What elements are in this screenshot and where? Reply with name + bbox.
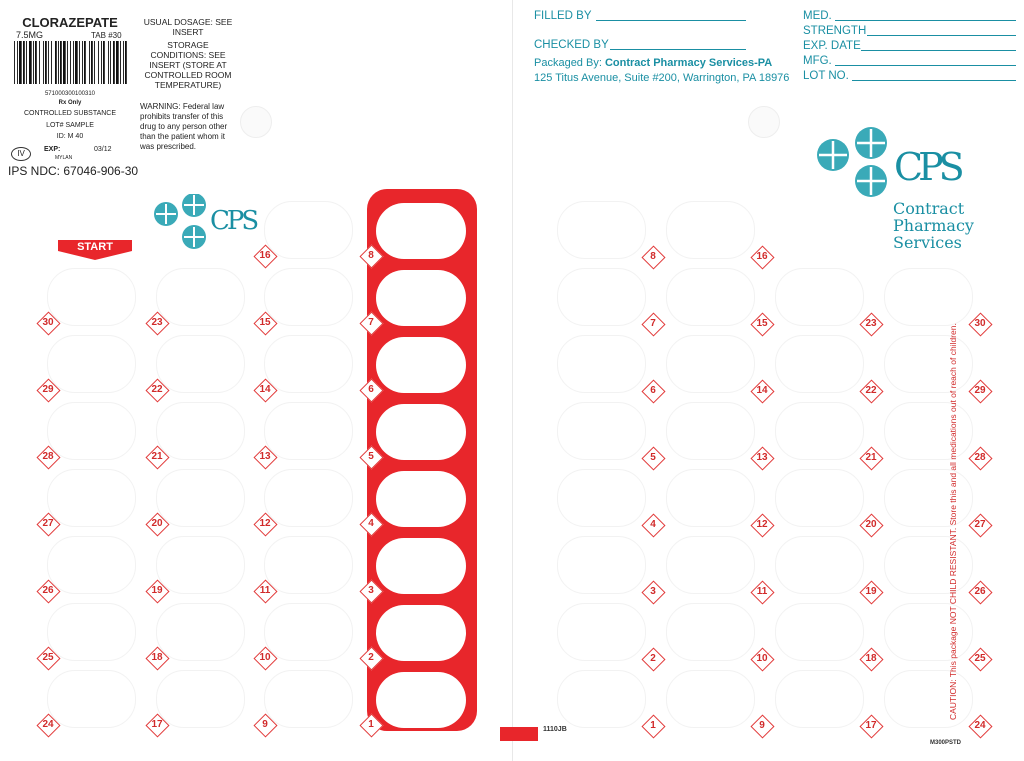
day-number: 15	[259, 317, 271, 328]
company-name-line1: Contract	[893, 199, 965, 218]
cavity-opening	[376, 203, 466, 259]
day-number: 27	[974, 519, 986, 530]
day-number: 12	[259, 518, 271, 529]
day-number: 10	[756, 653, 768, 664]
pill-cavity[interactable]	[666, 469, 755, 527]
pill-cavity[interactable]	[47, 670, 136, 728]
day-number-badge	[969, 313, 991, 335]
day-number: 18	[865, 653, 877, 664]
day-number-badge	[360, 245, 382, 267]
day-number-badge	[146, 580, 168, 602]
packaged-by-name: Contract Pharmacy Services-PA	[604, 57, 773, 69]
day-number: 26	[974, 586, 986, 597]
pill-cavity[interactable]	[557, 536, 646, 594]
day-number: 24	[974, 720, 986, 731]
storage-conditions: STORAGE CONDITIONS: SEE INSERT (STORE AT CONTROLLED ROOM TEMPERATURE)	[144, 40, 232, 90]
pill-cavity[interactable]	[47, 335, 136, 393]
day-number-badge	[37, 580, 59, 602]
day-number: 16	[259, 250, 271, 261]
med-field-label: MED.	[803, 10, 832, 22]
caution-text: CAUTION: This package NOT CHILD RESISTANT. Store this and all medications out of reach of children.	[948, 323, 958, 720]
day-number-badge	[751, 514, 773, 536]
pill-cavity[interactable]	[666, 536, 755, 594]
day-number: 27	[42, 518, 54, 529]
checked-by-label: CHECKED BY	[534, 39, 609, 51]
day-number: 22	[865, 385, 877, 396]
day-number: 23	[865, 318, 877, 329]
day-number: 2	[368, 652, 374, 663]
cps-logo-large-text: CPS	[894, 145, 960, 189]
rx-only: Rx Only	[58, 100, 82, 106]
pill-cavity[interactable]	[264, 335, 353, 393]
day-number: 21	[865, 452, 877, 463]
day-number: 6	[650, 385, 656, 396]
pill-cavity[interactable]	[156, 268, 245, 326]
packager-address: 125 Titus Avenue, Suite #200, Warrington, PA 18976	[534, 72, 790, 84]
day-number: 25	[42, 652, 54, 663]
day-number: 9	[262, 719, 268, 730]
pill-cavity[interactable]	[775, 402, 864, 460]
day-number-badge	[146, 714, 168, 736]
day-number-badge	[751, 246, 773, 268]
pill-cavity[interactable]	[666, 603, 755, 661]
pill-cavity[interactable]	[557, 603, 646, 661]
pill-cavity[interactable]	[156, 603, 245, 661]
day-number-badge	[642, 514, 664, 536]
pill-id: ID: M 40	[56, 133, 84, 140]
day-number: 20	[865, 519, 877, 530]
pill-cavity[interactable]	[264, 268, 353, 326]
day-number: 4	[368, 518, 374, 529]
day-number: 1	[650, 720, 656, 731]
day-number-badge	[969, 447, 991, 469]
prescription-label	[3, 12, 139, 178]
pill-cavity[interactable]	[156, 335, 245, 393]
pill-cavity[interactable]	[47, 603, 136, 661]
day-number: 30	[42, 317, 54, 328]
day-number-badge	[751, 715, 773, 737]
cavity-opening	[376, 672, 466, 728]
day-number-badge	[969, 380, 991, 402]
pill-cavity[interactable]	[884, 536, 973, 594]
usual-dosage: USUAL DOSAGE: SEE INSERT	[143, 17, 233, 37]
day-number-badge	[860, 648, 882, 670]
day-number: 21	[151, 451, 163, 462]
day-number: 19	[865, 586, 877, 597]
pill-cavity[interactable]	[557, 268, 646, 326]
day-number-badge	[360, 714, 382, 736]
manufacturer: MYLAN	[55, 155, 73, 161]
day-number: 25	[974, 653, 986, 664]
packaged-by-prefix: Packaged By:	[534, 57, 605, 69]
start-label: START	[77, 241, 113, 253]
pill-cavity[interactable]	[156, 536, 245, 594]
day-number: 17	[151, 719, 163, 730]
pill-cavity[interactable]	[557, 335, 646, 393]
day-number-badge	[254, 647, 276, 669]
drug-name: CLORAZEPATE	[22, 15, 118, 30]
day-number-badge	[360, 446, 382, 468]
day-number-badge	[860, 715, 882, 737]
pill-cavity[interactable]	[666, 268, 755, 326]
pill-cavity[interactable]	[47, 536, 136, 594]
day-number: 14	[756, 385, 768, 396]
pill-cavity[interactable]	[156, 670, 245, 728]
day-number-badge	[751, 380, 773, 402]
cavity-opening	[376, 538, 466, 594]
filled-by-label: FILLED BY	[534, 10, 592, 22]
day-number: 7	[650, 318, 656, 329]
day-number-badge	[860, 380, 882, 402]
day-number-badge	[360, 580, 382, 602]
day-number: 7	[368, 317, 374, 328]
day-number-badge	[860, 581, 882, 603]
day-number: 4	[650, 519, 656, 530]
pill-cavity[interactable]	[884, 670, 973, 728]
day-number: 16	[756, 251, 768, 262]
company-name-line3: Services	[893, 233, 962, 252]
day-number: 26	[42, 585, 54, 596]
day-number-badge	[360, 312, 382, 334]
day-number-badge	[360, 379, 382, 401]
day-number-badge	[146, 513, 168, 535]
hang-hole	[748, 106, 780, 138]
day-number-badge	[860, 514, 882, 536]
day-number: 5	[368, 451, 374, 462]
pill-cavity[interactable]	[666, 670, 755, 728]
filled-by-line	[596, 20, 746, 21]
day-number: 1	[368, 719, 374, 730]
controlled-substance: CONTROLLED SUBSTANCE	[23, 110, 117, 117]
cavity-opening	[376, 471, 466, 527]
day-number: 8	[368, 250, 374, 261]
day-number: 24	[42, 719, 54, 730]
pill-cavity[interactable]	[47, 268, 136, 326]
cps-logo-small-icon	[152, 194, 214, 252]
day-number-badge	[642, 380, 664, 402]
schedule-badge: IV	[11, 147, 31, 161]
barcode	[12, 41, 130, 84]
day-number: 28	[974, 452, 986, 463]
cavity-opening	[376, 270, 466, 326]
first-week-strip	[367, 189, 477, 731]
pill-cavity[interactable]	[884, 335, 973, 393]
pill-cavity[interactable]	[666, 335, 755, 393]
day-number-badge	[254, 714, 276, 736]
day-number: 12	[756, 519, 768, 530]
day-number-badge	[642, 648, 664, 670]
company-name	[893, 200, 974, 251]
pill-cavity[interactable]	[775, 469, 864, 527]
day-number: 13	[756, 452, 768, 463]
day-number: 22	[151, 384, 163, 395]
day-number-badge	[860, 447, 882, 469]
day-number-badge	[751, 313, 773, 335]
day-number: 15	[756, 318, 768, 329]
pill-cavity[interactable]	[884, 268, 973, 326]
day-number-badge	[751, 447, 773, 469]
cps-logo-small-text: CPS	[210, 206, 257, 236]
day-number-badge	[146, 446, 168, 468]
day-number: 18	[151, 652, 163, 663]
company-name-line2: Pharmacy	[893, 216, 974, 235]
cps-logo-large-icon	[815, 125, 895, 199]
registration-mark	[500, 727, 538, 741]
day-number-badge	[254, 446, 276, 468]
drug-strength: 7.5MG	[16, 30, 44, 40]
day-number-badge	[37, 714, 59, 736]
day-number-badge	[642, 246, 664, 268]
day-number: 10	[259, 652, 271, 663]
day-number-badge	[146, 312, 168, 334]
day-number-badge	[751, 581, 773, 603]
day-number-badge	[254, 580, 276, 602]
pill-cavity[interactable]	[775, 603, 864, 661]
day-number: 3	[650, 586, 656, 597]
tab-count: TAB #30	[91, 31, 122, 40]
day-number-badge	[969, 581, 991, 603]
cavity-opening	[376, 404, 466, 460]
day-number: 13	[259, 451, 271, 462]
print-code-right: M300PSTD	[930, 740, 962, 746]
pill-cavity[interactable]	[264, 670, 353, 728]
day-number-badge	[751, 648, 773, 670]
barcode-number: 571000300100310	[44, 91, 96, 97]
pill-cavity[interactable]	[775, 268, 864, 326]
cavity-opening	[376, 605, 466, 661]
cavity-opening	[376, 337, 466, 393]
pill-cavity[interactable]	[264, 201, 353, 259]
day-number-badge	[969, 648, 991, 670]
pill-cavity[interactable]	[666, 201, 755, 259]
day-number-badge	[146, 379, 168, 401]
pill-cavity[interactable]	[264, 603, 353, 661]
pill-cavity[interactable]	[557, 469, 646, 527]
med-field-label: MFG.	[803, 55, 832, 67]
pill-cavity[interactable]	[264, 469, 353, 527]
pill-cavity[interactable]	[884, 469, 973, 527]
day-number: 11	[259, 585, 271, 596]
day-number: 2	[650, 653, 656, 664]
pill-cavity[interactable]	[557, 402, 646, 460]
day-number-badge	[642, 581, 664, 603]
day-number: 29	[974, 385, 986, 396]
day-number-badge	[37, 446, 59, 468]
day-number: 17	[865, 720, 877, 731]
pill-cavity[interactable]	[884, 402, 973, 460]
lot-number: LOT# SAMPLE	[46, 122, 94, 129]
pill-cavity[interactable]	[775, 536, 864, 594]
day-number: 28	[42, 451, 54, 462]
day-number-badge	[969, 715, 991, 737]
day-number-badge	[37, 513, 59, 535]
fold-line	[512, 0, 513, 761]
day-number-badge	[642, 313, 664, 335]
day-number: 11	[756, 586, 768, 597]
med-field-label: STRENGTH	[803, 25, 867, 37]
pill-cavity[interactable]	[156, 469, 245, 527]
day-number-badge	[642, 447, 664, 469]
pill-cavity[interactable]	[884, 603, 973, 661]
day-number-badge	[642, 715, 664, 737]
day-number: 8	[650, 251, 656, 262]
pill-cavity[interactable]	[47, 402, 136, 460]
med-field-line	[867, 35, 1016, 36]
packaged-by	[534, 57, 772, 69]
day-number-badge	[360, 513, 382, 535]
day-number: 5	[650, 452, 656, 463]
hang-hole	[240, 106, 272, 138]
day-number-badge	[37, 379, 59, 401]
med-field-line	[861, 50, 1016, 51]
day-number: 23	[151, 317, 163, 328]
med-field-line	[835, 65, 1016, 66]
day-number-badge	[37, 647, 59, 669]
print-code-left: 1110JB	[543, 726, 567, 733]
ndc-number: IPS NDC: 67046-906-30	[8, 164, 139, 178]
day-number-badge	[37, 312, 59, 334]
day-number-badge	[254, 379, 276, 401]
pill-cavity[interactable]	[557, 201, 646, 259]
day-number: 20	[151, 518, 163, 529]
pill-cavity[interactable]	[47, 469, 136, 527]
med-field-line	[835, 20, 1016, 21]
day-number-badge	[969, 514, 991, 536]
checked-by-line	[610, 49, 746, 50]
pill-cavity[interactable]	[666, 402, 755, 460]
pill-cavity[interactable]	[557, 670, 646, 728]
day-number-badge	[146, 647, 168, 669]
med-field-label: LOT NO.	[803, 70, 849, 82]
day-number-badge	[360, 647, 382, 669]
pill-cavity[interactable]	[264, 536, 353, 594]
day-number-badge	[860, 313, 882, 335]
day-number: 30	[974, 318, 986, 329]
day-number-badge	[254, 513, 276, 535]
exp-value: 03/12	[94, 146, 112, 153]
pill-cavity[interactable]	[156, 402, 245, 460]
day-number: 19	[151, 585, 163, 596]
pill-cavity[interactable]	[775, 670, 864, 728]
day-number: 3	[368, 585, 374, 596]
day-number: 9	[759, 720, 765, 731]
day-number: 6	[368, 384, 374, 395]
med-field-label: EXP. DATE	[803, 40, 861, 52]
med-field-line	[852, 80, 1016, 81]
pill-cavity[interactable]	[264, 402, 353, 460]
pill-cavity[interactable]	[775, 335, 864, 393]
day-number-badge	[254, 312, 276, 334]
day-number-badge	[254, 245, 276, 267]
day-number: 29	[42, 384, 54, 395]
federal-warning: WARNING: Federal law prohibits transfer of this drug to any person other than the patient whom it was prescribed.	[140, 102, 228, 151]
day-number: 14	[259, 384, 271, 395]
exp-label: EXP:	[44, 146, 61, 153]
